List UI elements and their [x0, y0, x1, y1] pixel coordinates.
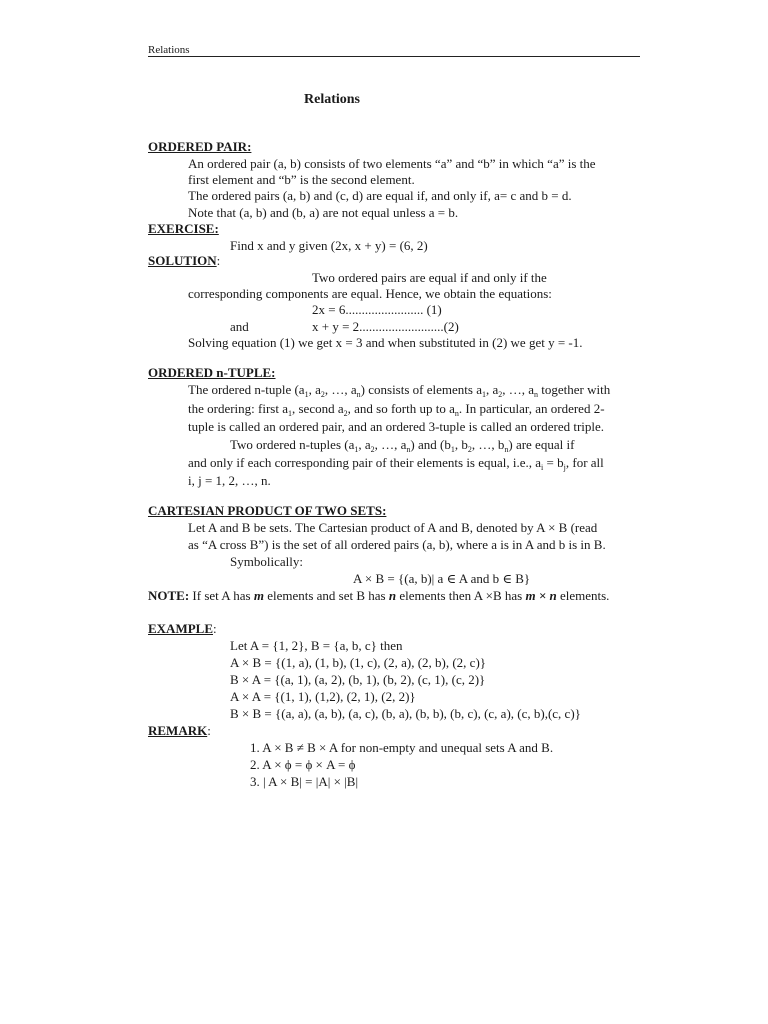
- remark-heading: REMARK: [148, 723, 208, 738]
- example-heading: EXAMPLE: [148, 621, 213, 636]
- ordered-pair-line: Note that (a, b) and (b, a) are not equal unless a = b.: [188, 205, 459, 220]
- cartesian-line: as “A cross B”) is the set of all ordered pairs (a, b), where a is in A and b is in B.: [188, 537, 606, 552]
- equation-2: x + y = 2..........................(2): [312, 319, 459, 334]
- example-line: B × B = {(a, a), (a, b), (a, c), (b, a), (b, b), (b, c), (c, a), (c, b),(c, c)}: [230, 706, 581, 721]
- example-line: B × A = {(a, 1), (a, 2), (b, 1), (b, 2), (c, 1), (c, 2)}: [230, 672, 486, 687]
- page-title: Relations: [304, 92, 360, 107]
- ordered-pair-heading: ORDERED PAIR:: [148, 139, 252, 154]
- remark-item: 1. A × B ≠ B × A for non-empty and unequal sets A and B.: [250, 740, 554, 755]
- ntuple-line: Two ordered n-tuples ($a_1$, $a_2$, …, $a_n$) and ($b_1$, $b_2$, …, $b_n$) are equal if: [230, 437, 575, 454]
- running-header: Relations: [148, 44, 190, 56]
- header-rule: [148, 56, 640, 57]
- ordered-pair-line: The ordered pairs (a, b) and (c, d) are equal if, and only if, a= c and b = d.: [188, 188, 572, 203]
- cartesian-line: Symbolically:: [230, 554, 303, 569]
- example-line: A × A = {(1, 1), (1,2), (2, 1), (2, 2)}: [230, 689, 416, 704]
- ordered-pair-line: first element and “b” is the second element.: [188, 172, 415, 187]
- ordered-pair-line: An ordered pair (a, b) consists of two elements “a” and “b” in which “a” is the: [188, 156, 596, 171]
- example-line: Let A = {1, 2}, B = {a, b, c} then: [230, 638, 403, 653]
- ntuple-line: tuple is called an ordered pair, and an ordered 3-tuple is called an ordered triple.: [188, 419, 605, 434]
- ntuple-line: i, j = 1, 2, …, n.: [188, 473, 271, 488]
- remark-item: 3. | A × B| = |A| × |B|: [250, 774, 359, 789]
- example-line: A × B = {(1, a), (1, b), (1, c), (2, a), (2, b), (2, c)}: [230, 655, 487, 670]
- remark-heading-row: REMARK:: [148, 723, 211, 738]
- equation-1: 2x = 6........................ (1): [312, 302, 442, 317]
- exercise-text: Find x and y given (2x, x + y) = (6, 2): [230, 238, 428, 253]
- solution-colon: :: [216, 253, 221, 268]
- solution-and: and: [230, 319, 249, 334]
- exercise-heading: EXERCISE:: [148, 221, 219, 236]
- ntuple-line: The ordered n-tuple ($a_1$, $a_2$, …, $a_n$) consists of elements $a_1$, $a_2$, …, $a_n$ together with: [188, 382, 611, 399]
- solution-line: Solving equation (1) we get x = 3 and when substituted in (2) we get y = -1.: [188, 335, 583, 350]
- ntuple-heading: ORDERED n-TUPLE:: [148, 365, 276, 380]
- note-label: NOTE:: [148, 588, 190, 603]
- example-heading-row: EXAMPLE:: [148, 621, 217, 636]
- note-line: NOTE: If set A has m elements and set B has n elements then A ×B has m × n elements.: [148, 588, 610, 603]
- ntuple-line: and only if each corresponding pair of their elements is equal, i.e., $a_i = b_j$, for all: [188, 455, 604, 472]
- solution-line: Two ordered pairs are equal if and only if the: [312, 270, 547, 285]
- remark-item: 2. A × ϕ = ϕ × A = ϕ: [250, 757, 356, 772]
- cartesian-line: Let A and B be sets. The Cartesian product of A and B, denoted by A × B (read: [188, 520, 598, 535]
- solution-heading: SOLUTION: [148, 253, 217, 268]
- solution-heading-row: [148, 252, 220, 269]
- solution-line: corresponding components are equal. Hence, we obtain the equations:: [188, 286, 552, 301]
- cartesian-heading: CARTESIAN PRODUCT OF TWO SETS:: [148, 503, 387, 518]
- ntuple-line: the ordering: first $a_1$, second $a_2$, and so forth up to $a_n$. In particular, an ordered 2-: [188, 401, 605, 418]
- cartesian-formula: A × B = {(a, b)| a ∈ A and b ∈ B}: [353, 571, 531, 586]
